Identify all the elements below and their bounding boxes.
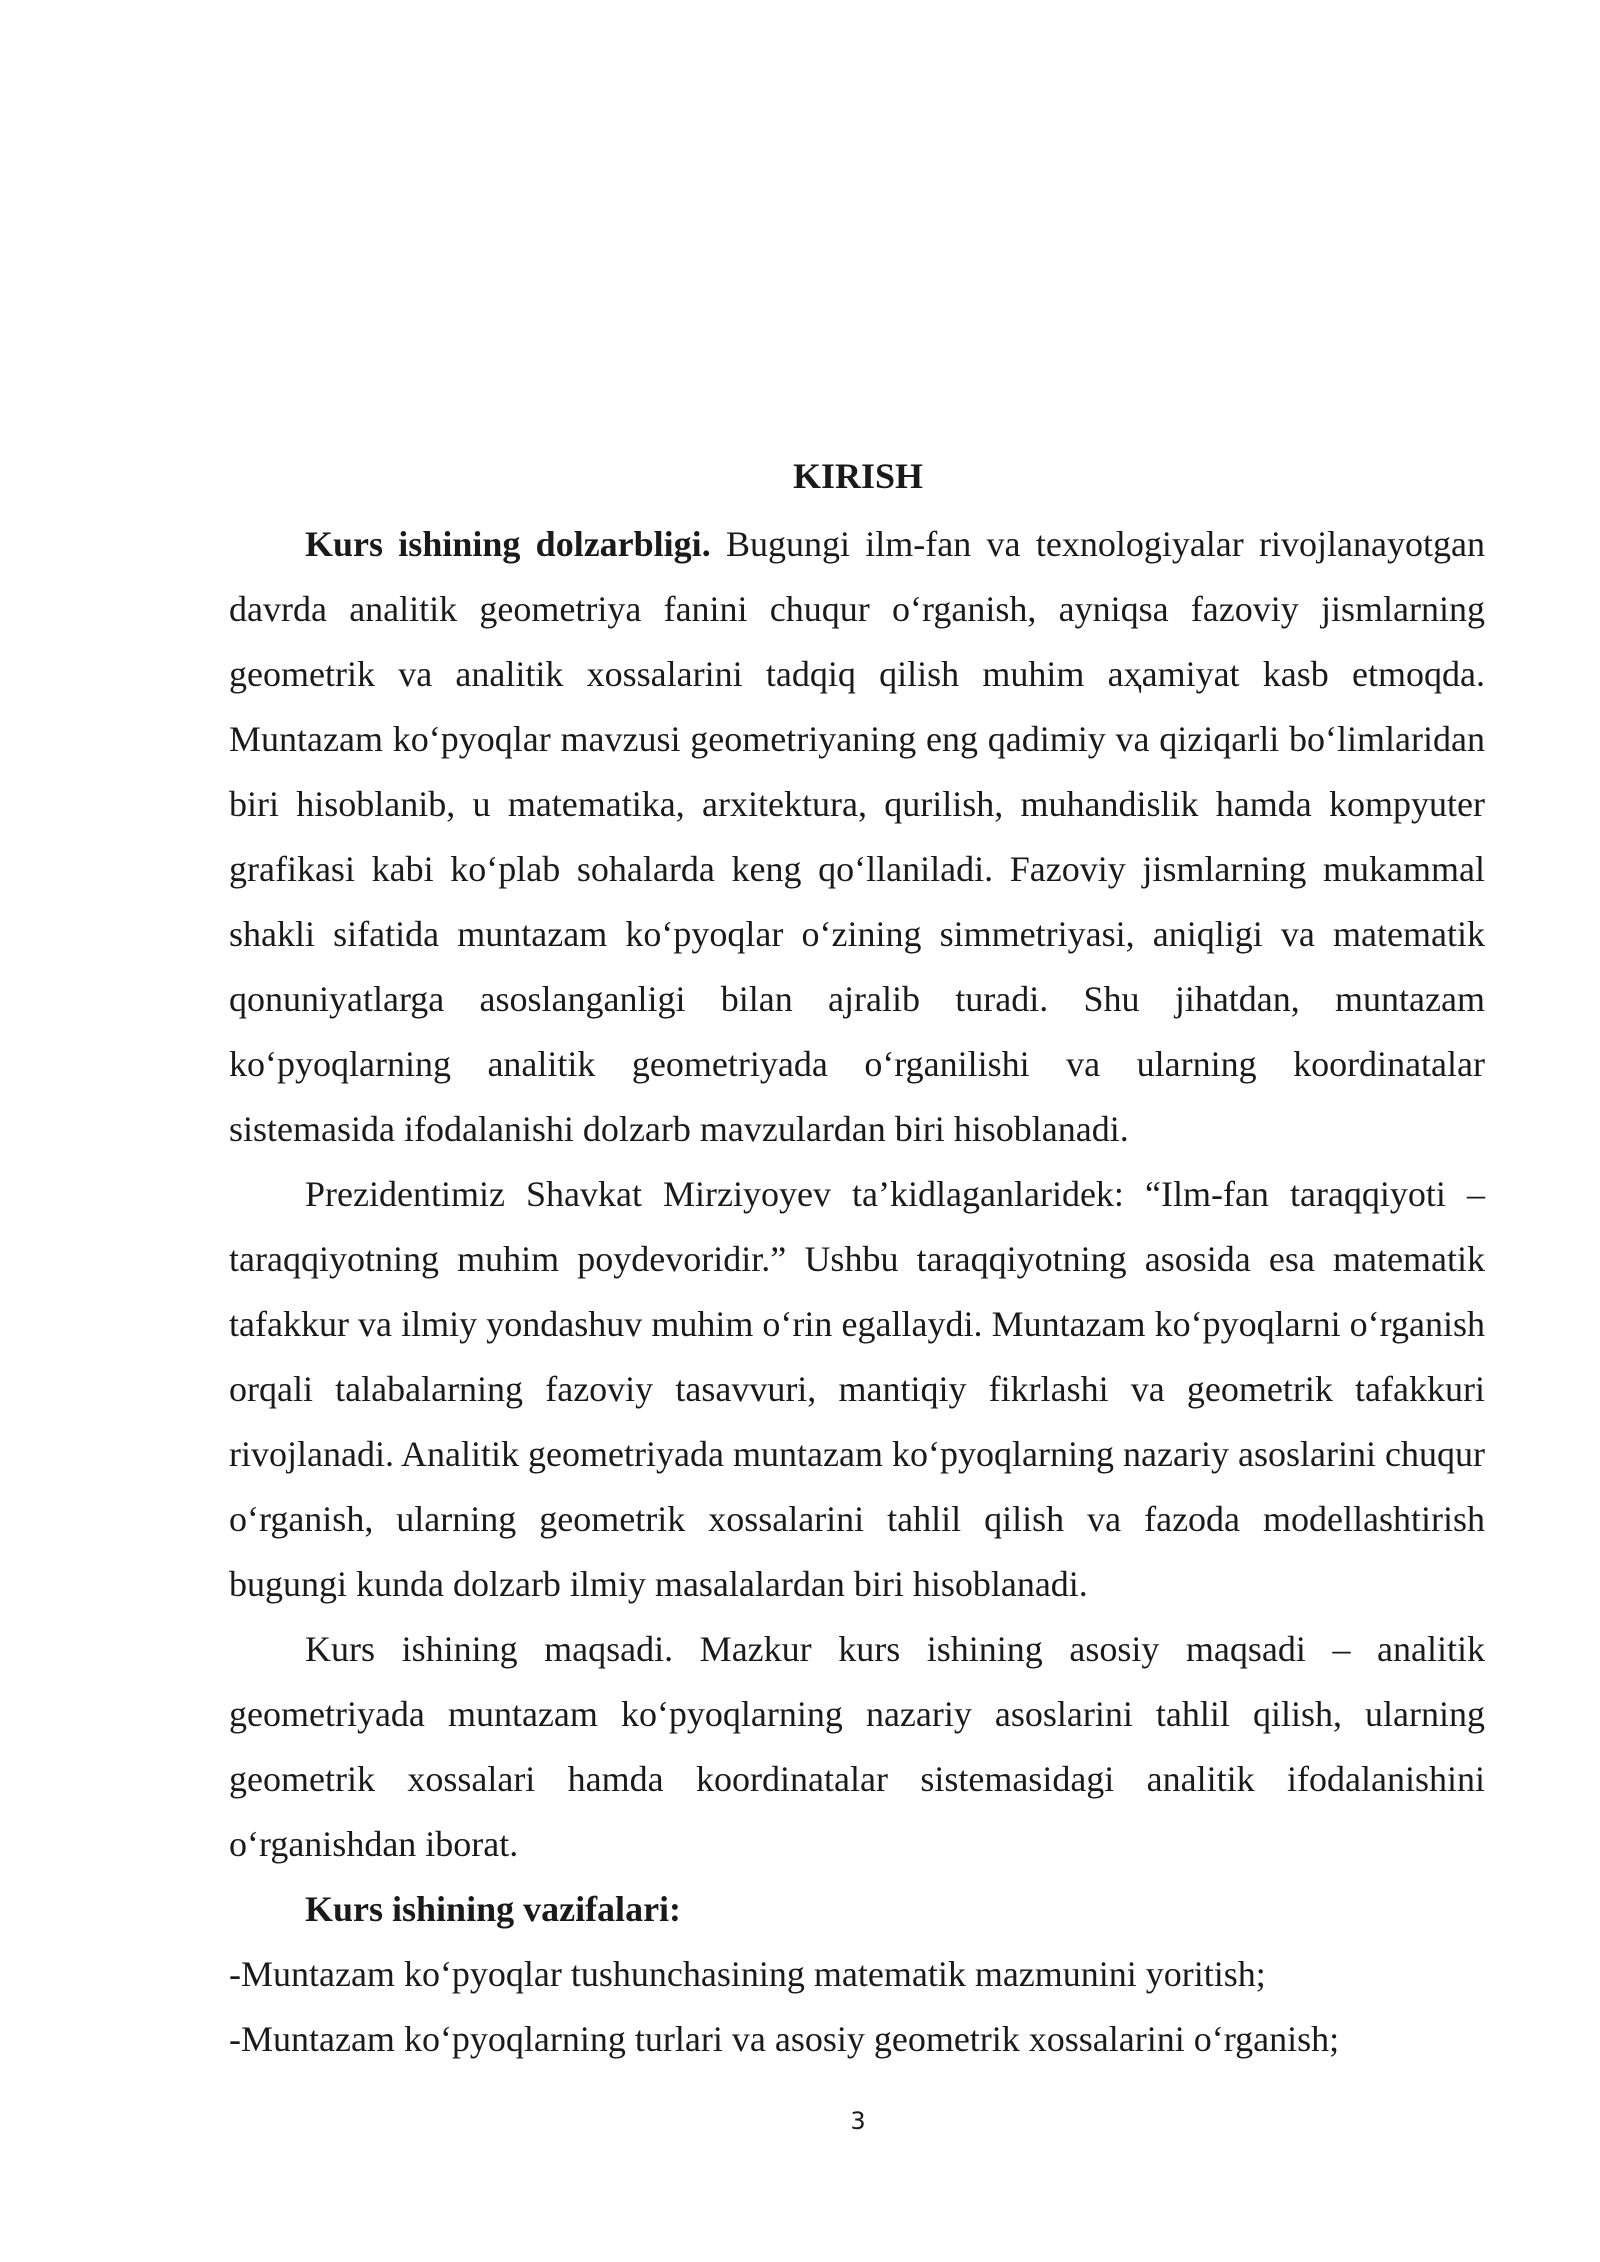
paragraph-president-quote: Prezidentimiz Shavkat Mirziyoyev ta’kidlaganlaridek: “Ilm-fan taraqqiyoti – taraqqiyotning muhim poydevoridir.” Ushbu taraqqiyotning asosida esa matematik tafakkur va ilmiy yondashuv muhim oʻrin egallaydi. Muntazam koʻpyoqlarni oʻrganish orqali talabalarning fazoviy tasavvuri, mantiqiy fikrlashi va geometrik tafakkuri rivojlanadi. Analitik geometriyada muntazam koʻpyoqlarning nazariy asoslarini chuqur oʻrganish, ularning geometrik xossalarini tahlil qilish va fazoda modellashtirish bugungi kunda dolzarb ilmiy masalalardan biri hisoblanadi. <box>229 1174 1485 1604</box>
paragraph-goal: Kurs ishining maqsadi. Mazkur kurs ishining asosiy maqsadi – analitik geometriyada muntazam koʻpyoqlarning nazariy asoslarini tahlil qilish, ularning geometrik xossalari hamda koordinatalar sistemasidagi analitik ifodalanishini oʻrganishdan iborat. <box>229 1629 1485 1864</box>
task-item: -Muntazam koʻpyoqlarning turlari va asosiy geometrik xossalarini oʻrganish; <box>229 2019 1340 2059</box>
paragraph-lead: Kurs ishining dolzarbligi. <box>305 524 711 564</box>
tasks-heading: Kurs ishining vazifalari: <box>305 1889 682 1929</box>
page-title: KIRISH <box>792 456 924 496</box>
document-body <box>229 512 1485 2072</box>
paragraph-relevance <box>229 512 1485 1162</box>
task-item: -Muntazam koʻpyoqlar tushunchasining matematik mazmunini yoritish; <box>229 1954 1266 1994</box>
page-number: 3 <box>850 2107 866 2135</box>
paragraph-text: Bugungi ilm-fan va texnologiyalar rivojlanayotgan davrda analitik geometriya fanini chuqur oʻrganish, ayniqsa fazoviy jismlarning geometrik va analitik xossalarini tadqiq qilish muhim aҳamiyat kasb etmoqda. Muntazam koʻpyoqlar mavzusi geometriyaning eng qadimiy va qiziqarli boʻlimlaridan biri hisoblanib, u matematika, arxitektura, qurilish, muhandislik hamda kompyuter grafikasi kabi koʻplab sohalarda keng qoʻllaniladi. Fazoviy jismlarning mukammal shakli sifatida muntazam koʻpyoqlar oʻzining simmetriyasi, aniqligi va matematik qonuniyatlarga asoslanganligi bilan ajralib turadi. Shu jihatdan, muntazam koʻpyoqlarning analitik geometriyada oʻrganilishi va ularning koordinatalar sistemasida ifodalanishi dolzarb mavzulardan biri hisoblanadi. <box>229 524 1485 1149</box>
